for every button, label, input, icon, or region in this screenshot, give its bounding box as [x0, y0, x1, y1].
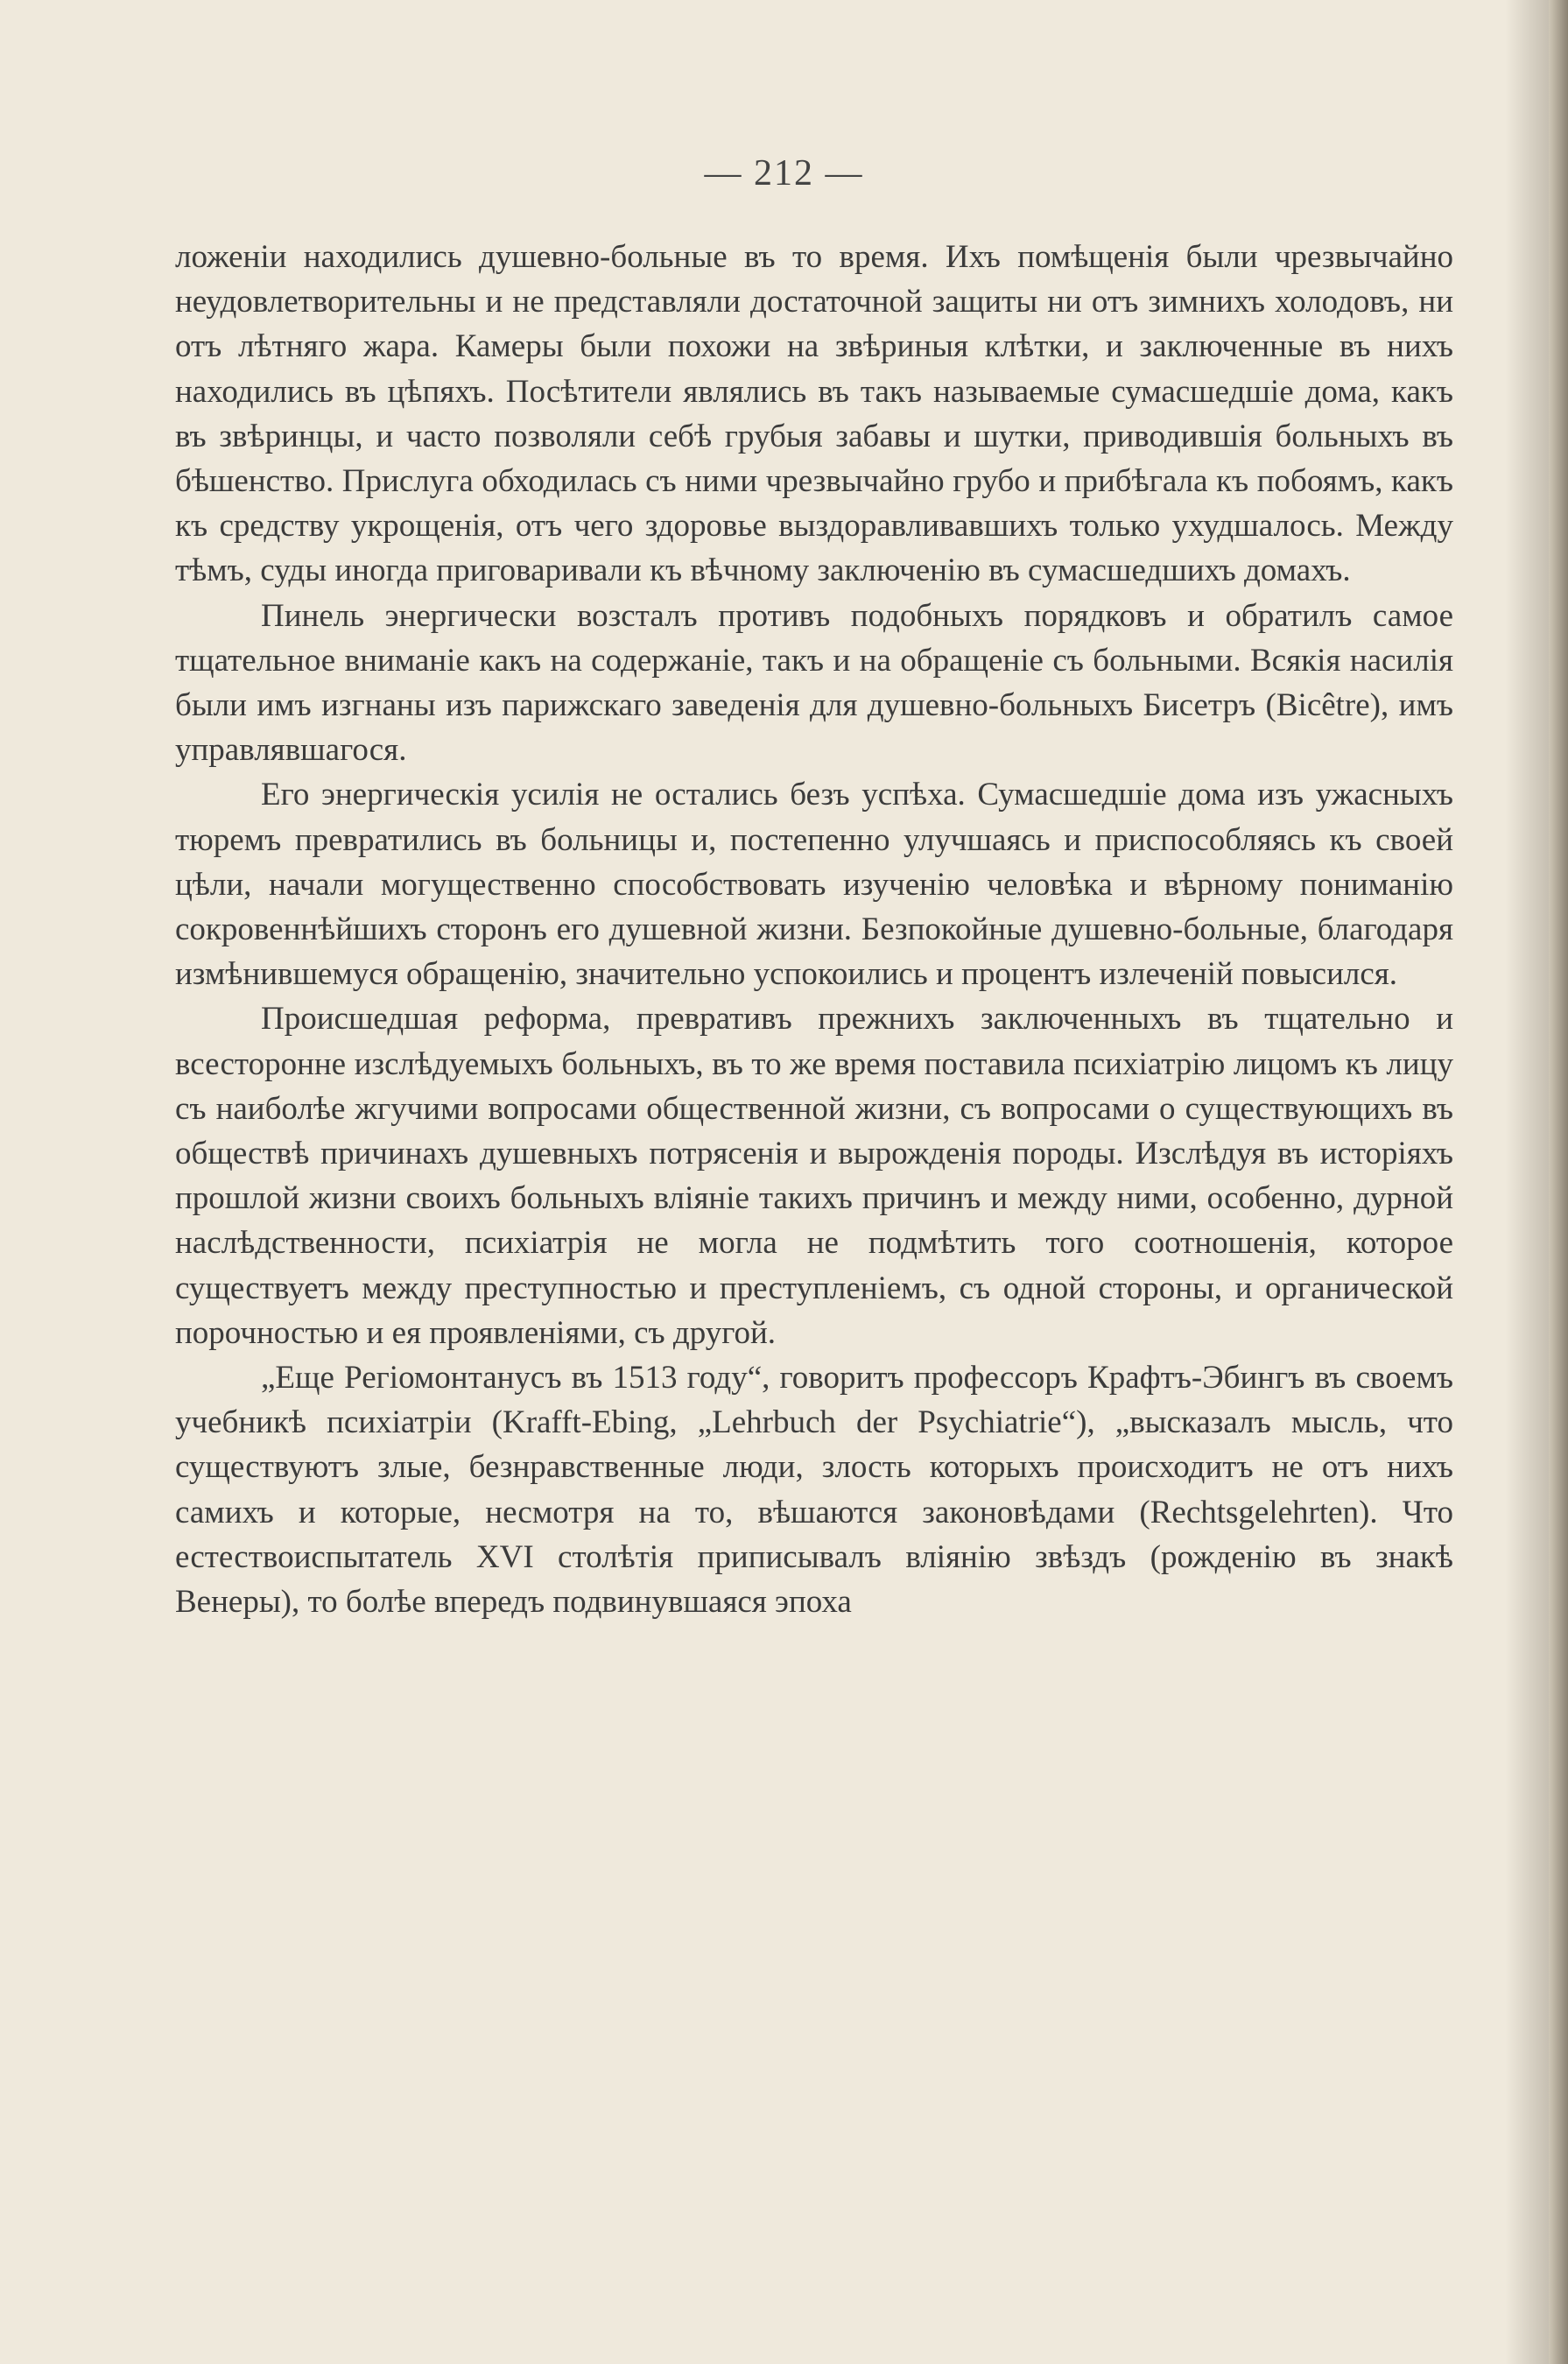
page-number: — 212 — — [704, 153, 864, 193]
paragraph-2: Пинель энергически возсталъ противъ подобныхъ порядковъ и обратилъ самое тщательное вниманіе какъ на содержаніе, такъ и на обращеніе съ больными. Всякія насилія были имъ изгнаны изъ парижскаго заведенія для душевно-больныхъ Бисетръ (Bicêtre), имъ управлявшагося. — [175, 597, 1453, 769]
paragraph-5: „Еще Регіомонтанусъ въ 1513 году“, говоритъ профессоръ Крафтъ-Эбингъ въ своемъ учебникѣ психіатріи (Krafft-Ebing, „Lehrbuch der Psychiatrie“), „высказалъ мысль, что существуютъ злые, безнравственные люди, злость которыхъ происходитъ не отъ нихъ самихъ и которые, несмотря на то, вѣшаются законовѣдами (Rechtsgelehrten). Что естествоиспытатель XVI столѣтія приписывалъ вліянію звѣздъ (рожденію въ знакѣ Венеры), то болѣе впередъ подвинувшаяся эпоха — [175, 1360, 1453, 1621]
paragraph-1: ложеніи находились душевно-больные въ то время. Ихъ помѣщенія были чрезвычайно неудовлетворительны и не представляли достаточной защиты ни отъ зимнихъ холодовъ, ни отъ лѣтняго жара. Камеры были похожи на звѣриныя клѣтки, и заключенные въ нихъ находились въ цѣпяхъ. Посѣтители являлись въ такъ называемые сумасшедшіе дома, какъ въ звѣринцы, и часто позволяли себѣ грубыя забавы и шутки, приводившія больныхъ въ бѣшенство. Прислуга обходилась съ ними чрезвычайно грубо и прибѣгала къ побоямъ, какъ къ средству укрощенія, отъ чего здоровье выздоравливавшихъ только ухудшалось. Между тѣмъ, суды иногда приговаривали къ вѣчному заключенію въ сумасшедшихъ домахъ. — [175, 239, 1453, 589]
body-text — [175, 235, 1453, 1624]
paragraph-4: Происшедшая реформа, превративъ прежнихъ заключенныхъ въ тщательно и всесторонне изслѣдуемыхъ больныхъ, въ то же время поставила психіатрію лицомъ къ лицу съ наиболѣе жгучими вопросами общественной жизни, съ вопросами о существующихъ въ обществѣ причинахъ душевныхъ потрясенія и вырожденія породы. Изслѣдуя въ исторіяхъ прошлой жизни своихъ больныхъ вліяніе такихъ причинъ и между ними, особенно, дурной наслѣдственности, психіатрія не могла не подмѣтить того соотношенія, которое существуетъ между преступностью и преступленіемъ, съ одной стороны, и органической порочностью и ея проявленіями, съ другой. — [175, 1001, 1453, 1351]
page-edge-shadow — [1549, 0, 1568, 2364]
paragraph-3: Его энергическія усилія не остались безъ успѣха. Сумасшедшіе дома изъ ужасныхъ тюремъ превратились въ больницы и, постепенно улучшаясь и приспособляясь къ своей цѣли, начали могущественно способствовать изученію человѣка и вѣрному пониманію сокровеннѣйшихъ сторонъ его душевной жизни. Безпокойные душевно-больные, благодаря измѣнившемуся обращенію, значительно успокоились и процентъ излеченій повысился. — [175, 777, 1453, 993]
